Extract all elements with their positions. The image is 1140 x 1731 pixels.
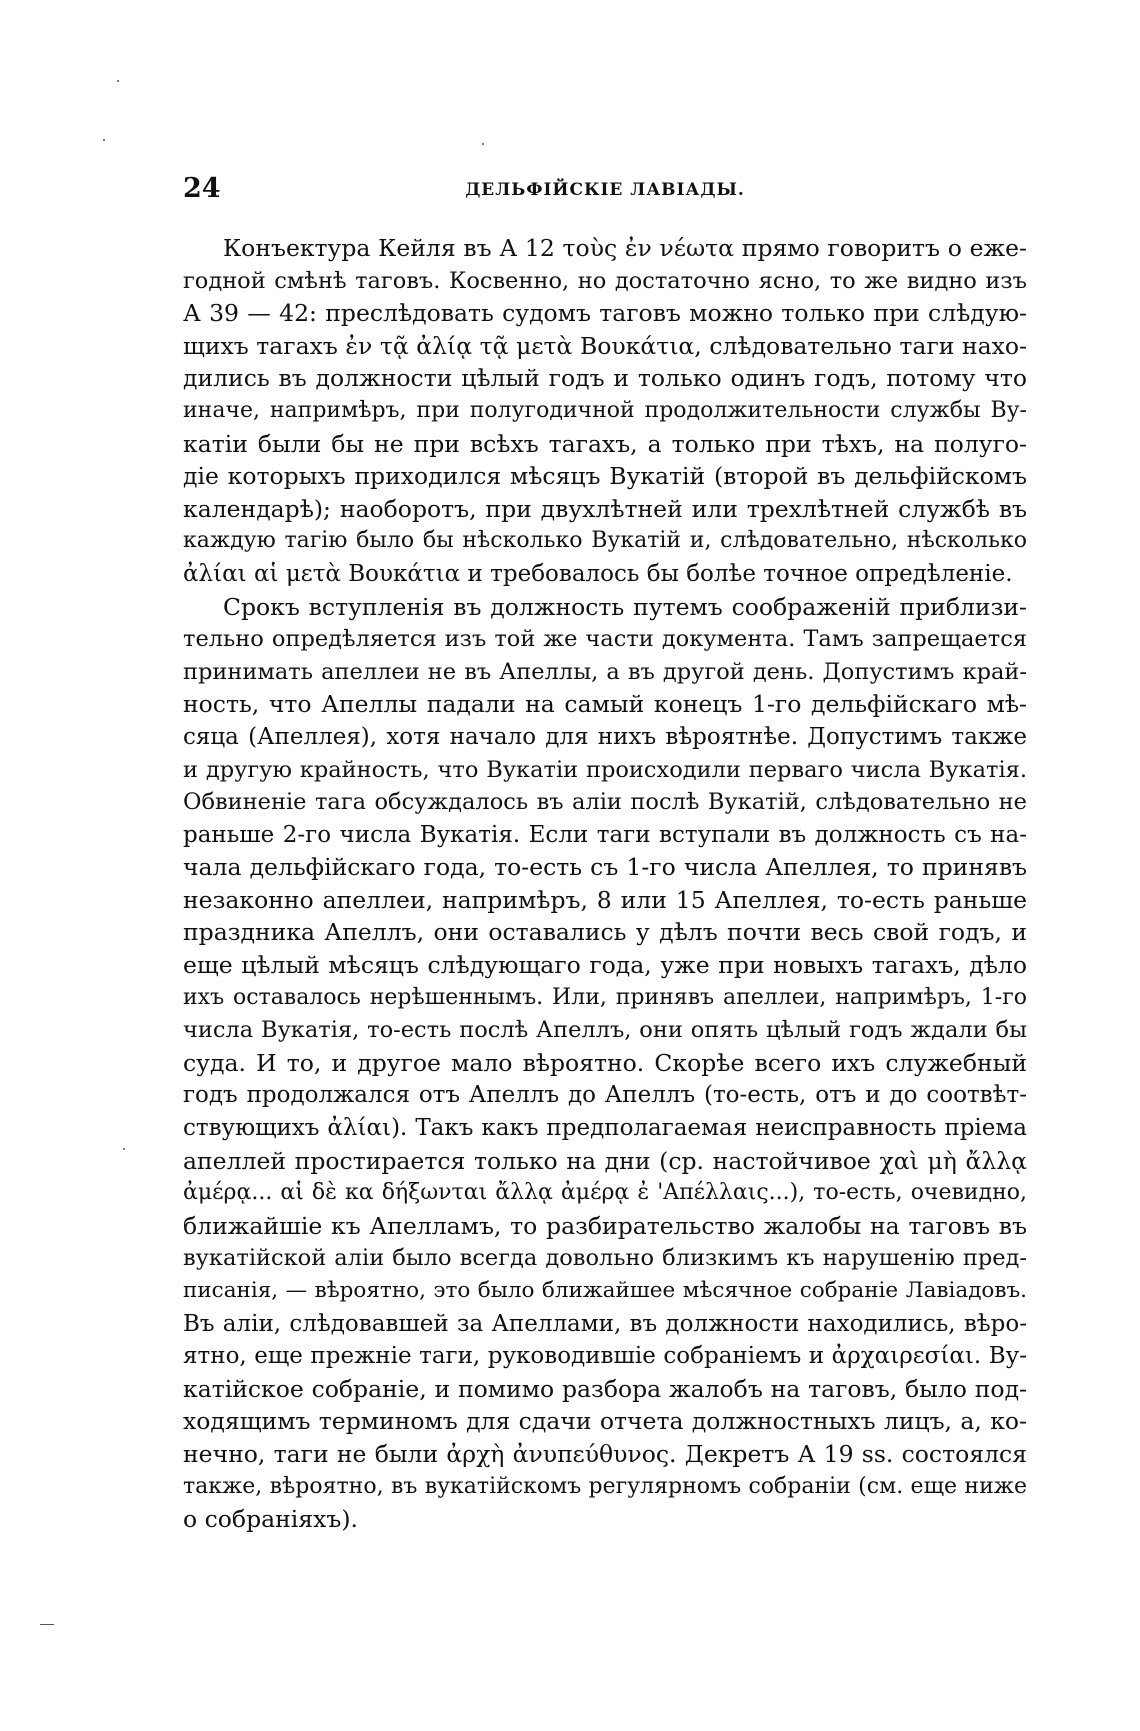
text-line: ἀμέρᾳ... αἱ δὲ κα δήξωνται ἄλλᾳ ἀμέρᾳ ἐ 'Απέλλαις...), то-есть, очевидно, (183, 1180, 1027, 1206)
text-line: вукатійской аліи было всегда довольно близкимъ къ нарушенію пред- (183, 1245, 1027, 1272)
text-line: діе которыхъ приходился мѣсяцъ Вукатій (второй въ дельфійскомъ (183, 462, 1027, 491)
page-header (183, 172, 1027, 206)
text-line: годной смѣнѣ таговъ. Косвенно, но достаточно ясно, то же видно изъ (183, 267, 1027, 294)
text-line: Конъектура Кейля въ А 12 τοὺς ἐν νέωτα прямо говоритъ о еже- (223, 234, 1027, 262)
text-line: Срокъ вступленія въ должность путемъ соображеній приблизи- (223, 592, 1027, 621)
text-line: ихъ оставалось нерѣшеннымъ. Или, принявъ апеллеи, напримѣръ, 1-го (183, 984, 1027, 1010)
text-line: катійское собраніе, и помимо разбора жалобъ на таговъ, было под- (183, 1374, 1027, 1403)
text-line: ятно, еще прежніе таги, руководившіе собраніемъ и ἀρχαιρεσίαι. Ву- (183, 1343, 1027, 1370)
text-line: числа Вукатія, то-есть послѣ Апеллъ, они опять цѣлый годъ ждали бы (183, 1017, 1027, 1044)
body-text (183, 232, 1027, 1536)
text-line: иначе, напримѣръ, при полугодичной продолжительности службы Ву- (183, 397, 1027, 423)
text-line: принимать апеллеи не въ Апеллы, а въ другой день. Допустимъ край- (183, 658, 1027, 685)
text-line: ходящимъ терминомъ для сдачи отчета должностныхъ лицъ, а, ко- (183, 1407, 1027, 1436)
scan-speck (103, 139, 105, 141)
running-title: ДЕЛЬФІЙСКІЕ ЛАВІАДЫ. (465, 180, 745, 200)
text-line: и другую крайность, что Вукатіи происходили перваго числа Вукатія. (183, 756, 1027, 783)
text-line: Въ аліи, слѣдовавшей за Апеллами, въ должности находились, вѣро- (183, 1310, 1027, 1337)
scan-mark (40, 1624, 54, 1625)
text-line: А 39 — 42: преслѣдовать судомъ таговъ можно только при слѣдую- (183, 299, 1027, 328)
text-line: щихъ тагахъ ἐν τᾷ ἀλίᾳ τᾷ μετὰ Βουκάτια, слѣдовательно таги нахо- (183, 331, 1027, 360)
text-line: о собраніяхъ). (183, 1505, 358, 1534)
text-line: ствующихъ ἀλίαι). Такъ какъ предполагаемая неисправность пріема (183, 1115, 1027, 1142)
text-line: календарѣ); наоборотъ, при двухлѣтней или трехлѣтней службѣ въ (183, 494, 1027, 523)
text-line: сяца (Апеллея), хотя начало для нихъ вѣроятнѣе. Допустимъ также (183, 723, 1027, 750)
text-line: незаконно апеллеи, напримѣръ, 8 или 15 Апеллея, то-есть раньше (183, 885, 1027, 914)
text-line: писанія, — вѣроятно, это было ближайшее мѣсячное собраніе Лавіадовъ. (183, 1278, 1027, 1303)
text-line: ἀλίαι αἱ μετὰ Βουκάτια и требовалось бы болѣе точное опредѣленіе. (183, 560, 1013, 587)
text-line: ближайшіе къ Апелламъ, то разбирательство жалобы на таговъ въ (183, 1211, 1027, 1240)
text-line: также, вѣроятно, въ вукатійскомъ регулярномъ собраніи (см. еще ниже (183, 1473, 1027, 1499)
text-line: дились въ должности цѣлый годъ и только одинъ годъ, потому что (183, 364, 1027, 393)
text-line: суда. И то, и другое мало вѣроятно. Скорѣе всего ихъ служебный (183, 1048, 1027, 1077)
text-line: каждую тагію было бы нѣсколько Вукатій и, слѣдовательно, нѣсколько (183, 528, 1027, 554)
text-line: раньше 2-го числа Вукатія. Если таги вступали въ должность съ на- (183, 821, 1027, 848)
text-line: катіи были бы не при всѣхъ тагахъ, а только при тѣхъ, на полуго- (183, 429, 1027, 458)
text-line: ность, что Апеллы падали на самый конецъ 1-го дельфійскаго мѣ- (183, 690, 1027, 719)
paragraph (183, 232, 1027, 591)
text-line: годъ продолжался отъ Апеллъ до Апеллъ (то-есть, отъ и до соотвѣт- (183, 1082, 1027, 1109)
scan-speck (117, 80, 119, 82)
text-line: нечно, таги не были ἀρχὴ ἀνυπεύθυνος. Декретъ А 19 ss. состоялся (183, 1439, 1027, 1468)
page-number: 24 (183, 173, 221, 204)
text-line: тельно опредѣляется изъ той же части документа. Тамъ запрещается (183, 626, 1027, 653)
scan-speck (482, 143, 484, 145)
text-line: праздника Апеллъ, они оставались у дѣлъ почти весь свой годъ, и (183, 918, 1027, 947)
text-line: Обвиненіе тага обсуждалось въ аліи послѣ Вукатій, слѣдовательно не (183, 789, 1027, 816)
paragraph (183, 591, 1027, 1536)
scan-speck (123, 1148, 125, 1150)
text-line: апеллей простирается только на дни (ср. настойчивое χαὶ μὴ ἄλλᾳ (183, 1146, 1027, 1175)
text-line: еще цѣлый мѣсяцъ слѣдующаго года, уже при новыхъ тагахъ, дѣло (183, 951, 1027, 980)
text-line: чала дельфійскаго года, то-есть съ 1-го числа Апеллея, то принявъ (183, 853, 1027, 882)
